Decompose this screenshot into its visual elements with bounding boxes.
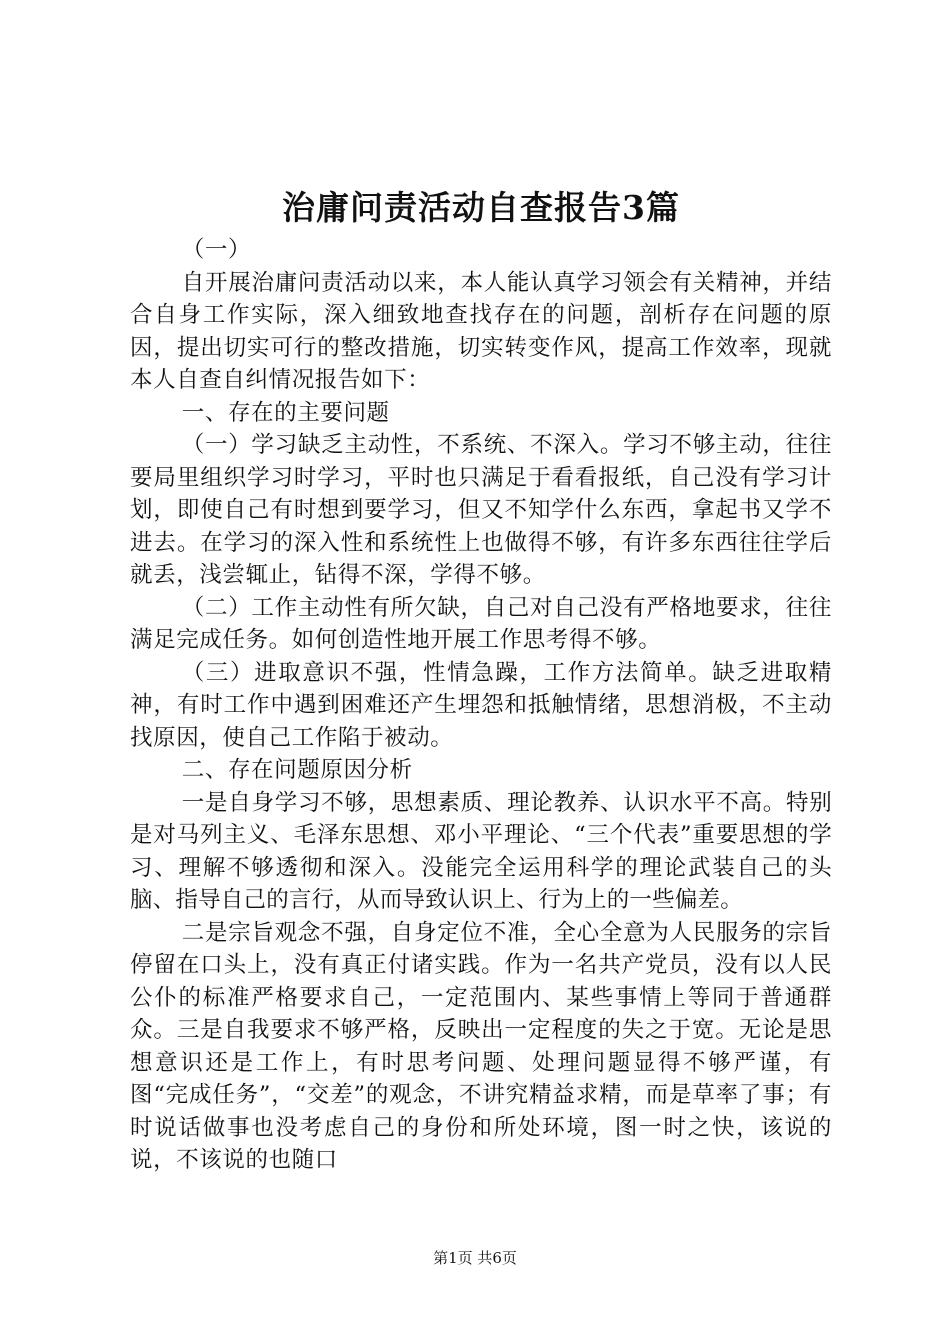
analysis-paragraph-1: 一是自身学习不够，思想素质、理论教养、认识水平不高。特别是对马列主义、毛泽东思想、邓小平理论、“三个代表”重要思想的学习、理解不够透彻和深入。没能完全运用科学的理论武装自己的头脑、指导自己的言行，从而导致认识上、行为上的一些偏差。 (130, 789, 832, 913)
section-heading-analysis: 二、存在问题原因分析 (181, 757, 413, 783)
section-heading-problems: 一、存在的主要问题 (181, 399, 390, 426)
section-marker: （一） (181, 237, 252, 263)
analysis-paragraph-2: 二是宗旨观念不强，自身定位不准，全心全意为人民服务的宗旨停留在口头上，没有真正付诸实践。作为一名共产党员，没有以人民公仆的标准严格要求自己，一定范围内、某些事情上等同于普通群众。三是自我要求不够严格，反映出一定程度的失之于宽。无论是思想意识还是工作上，有时思考问题、处理问题显得不够严谨，有图“完成任务”，“交差”的观念，不讲究精益求精，而是草率了事；有时说话做事也没考虑自己的身份和所处环境，图一时之快，该说的说，不该说的也随口 (130, 919, 832, 1173)
document-title: 治庸问责活动自查报告3篇 (282, 188, 680, 227)
intro-paragraph: 自开展治庸问责活动以来，本人能认真学习领会有关精神，并结合自身工作实际，深入细致地查找存在的问题，剖析存在问题的原因，提出切实可行的整改措施，切实转变作风，提高工作效率，现就本人自查自纠情况报告如下： (130, 269, 832, 393)
page-footer: 第1页 共6页 (433, 1249, 517, 1267)
problem-paragraph-3: （三）进取意识不强，性情急躁，工作方法简单。缺乏进取精神，有时工作中遇到困难还产生埋怨和抵触情绪，思想消极，不主动找原因，使自己工作陷于被动。 (130, 659, 832, 751)
problem-paragraph-2: （二）工作主动性有所欠缺，自己对自己没有严格地要求，往往满足完成任务。如何创造性地开展工作思考得不够。 (130, 594, 832, 653)
document-body (130, 234, 832, 1177)
problem-paragraph-1: （一）学习缺乏主动性，不系统、不深入。学习不够主动，往往要局里组织学习时学习，平时也只满足于看看报纸，自己没有学习计划，即使自己有时想到要学习，但又不知学什么东西，拿起书又学不进去。在学习的深入性和系统性上也做得不够，有许多东西往往学后就丢，浅尝辄止，钻得不深，学得不够。 (130, 432, 832, 588)
document-page (130, 0, 832, 1177)
